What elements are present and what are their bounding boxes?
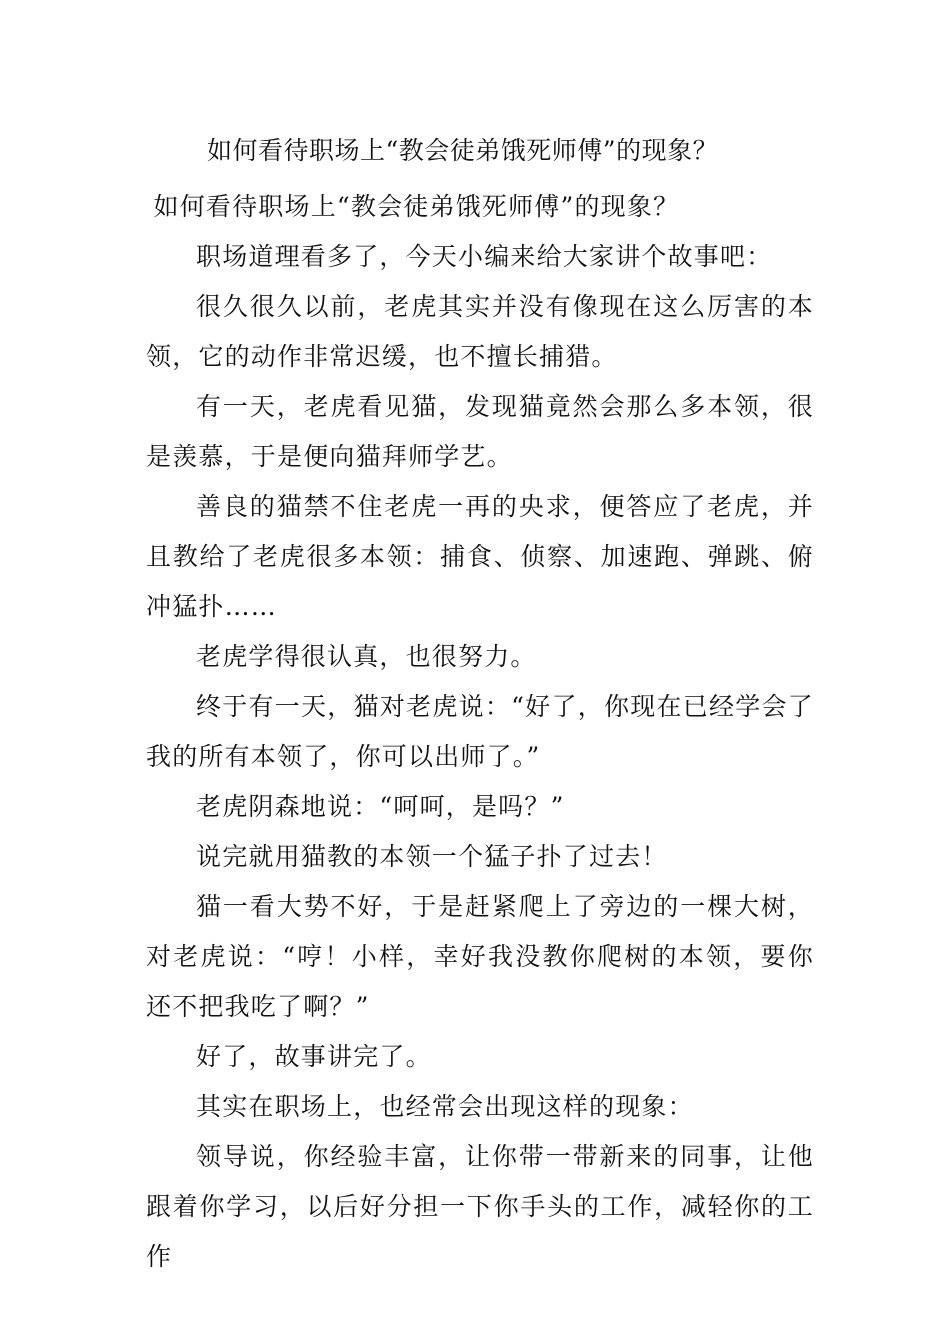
document-title: 如何看待职场上“教会徒弟饿死师傅”的现象？ — [207, 136, 719, 165]
paragraph-repeated-title: 如何看待职场上“教会徒弟饿死师傅”的现象？ — [153, 192, 680, 221]
paragraph: 老虎阴森地说：“呵呵，是吗？” — [196, 792, 565, 821]
document-body — [146, 182, 814, 1282]
paragraph: 其实在职场上，也经常会出现这样的现象： — [196, 1092, 694, 1121]
paragraph: 有一天，老虎看见猫，发现猫竟然会那么多本领，很是羡慕，于是便向猫拜师学艺。 — [146, 392, 814, 471]
paragraph: 很久很久以前，老虎其实并没有像现在这么厉害的本领，它的动作非常迟缓，也不擅长捕猎。 — [146, 292, 814, 371]
paragraph: 领导说，你经验丰富，让你带一带新来的同事，让他跟着你学习，以后好分担一下你手头的工作，减轻你的工作 — [146, 1142, 814, 1271]
paragraph: 终于有一天，猫对老虎说：“好了，你现在已经学会了我的所有本领了，你可以出师了。” — [146, 692, 814, 771]
paragraph: 老虎学得很认真，也很努力。 — [196, 642, 537, 671]
paragraph: 猫一看大势不好，于是赶紧爬上了旁边的一棵大树，对老虎说：“哼！小样，幸好我没教你爬树的本领，要你还不把我吃了啊？” — [146, 892, 814, 1021]
paragraph: 说完就用猫教的本领一个猛子扑了过去！ — [196, 842, 668, 871]
paragraph: 善良的猫禁不住老虎一再的央求，便答应了老虎，并且教给了老虎很多本领：捕食、侦察、加速跑、弹跳、俯冲猛扑…… — [146, 492, 814, 621]
paragraph: 好了，故事讲完了。 — [196, 1042, 432, 1071]
paragraph: 职场道理看多了，今天小编来给大家讲个故事吧： — [196, 242, 773, 271]
